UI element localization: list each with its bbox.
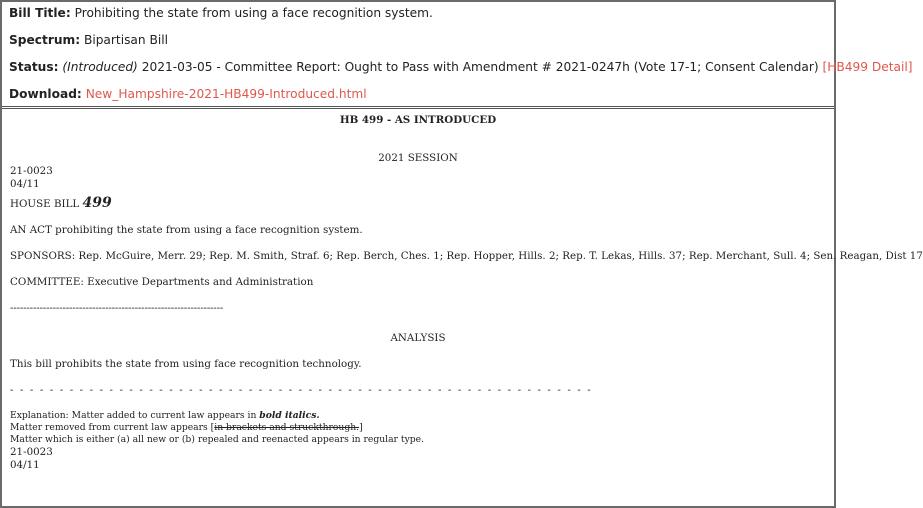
analysis-text: This bill prohibits the state from using face recognition technology.: [10, 358, 362, 370]
dash-divider: -----------------------------------------------------------------: [10, 302, 224, 314]
session-label: 2021 SESSION: [378, 152, 458, 164]
analysis-title: ANALYSIS: [390, 332, 446, 344]
spaced-dash-divider: - - - - - - - - - - - - - - - - - - - - - - - - - - - - - - - - - - - - - - - - - - - - - - - - - - - - - - - - - - -: [10, 384, 593, 396]
status-row: [9, 60, 913, 75]
status-stage: (Introduced): [62, 60, 138, 74]
status-text: 2021-03-05 - Committee Report: Ought to Pass with Amendment # 2021-0247h (Vote 17-1; Consent Calendar): [141, 60, 819, 74]
spectrum-value: Bipartisan Bill: [83, 33, 169, 47]
explanation-1-emphasis: bold italics.: [259, 410, 320, 421]
act-text: AN ACT prohibiting the state from using a face recognition system.: [10, 224, 363, 236]
bill-title-row: [9, 6, 826, 21]
lsr-code-2: 21-0023: [10, 446, 53, 458]
explanation-line-3: Matter which is either (a) all new or (b) repealed and reenacted appears in regular type.: [10, 434, 424, 445]
committee-text: COMMITTEE: Executive Departments and Administration: [10, 276, 314, 288]
bill-title-value: Prohibiting the state from using a face recognition system.: [74, 6, 433, 20]
download-link[interactable]: New_Hampshire-2021-HB499-Introduced.html: [85, 87, 367, 101]
bill-meta: [2, 2, 913, 102]
download-label: Download:: [9, 87, 82, 101]
lsr-code: 21-0023: [10, 165, 53, 177]
explanation-2-prefix: Matter removed from current law appears [: [10, 422, 215, 433]
header-divider: [2, 106, 834, 109]
bill-detail-link[interactable]: [HB499 Detail]: [822, 60, 913, 74]
explanation-2-suffix: ]: [359, 422, 363, 433]
sponsors-text: SPONSORS: Rep. McGuire, Merr. 29; Rep. M. Smith, Straf. 6; Rep. Berch, Ches. 1; Rep. Hopper, Hills. 2; Rep. T. Lekas, Hills. 37; Rep. Merchant, Sull. 4; Sen. Reagan, Dist 17: [10, 250, 923, 262]
download-row: [9, 87, 826, 102]
house-bill-prefix: HOUSE BILL: [10, 198, 80, 210]
spectrum-row: [9, 33, 826, 48]
house-bill-line: [10, 197, 826, 211]
bill-document: [2, 114, 923, 472]
bill-heading: HB 499 - AS INTRODUCED: [339, 114, 497, 126]
explanation-line-2: [10, 422, 826, 434]
explanation-line-1: [10, 410, 826, 422]
status-label: Status:: [9, 60, 59, 74]
spectrum-label: Spectrum:: [9, 33, 81, 47]
explanation-2-struck: in brackets and struckthrough.: [214, 422, 360, 433]
bill-title-label: Bill Title:: [9, 6, 71, 20]
lsr-date: 04/11: [10, 178, 40, 190]
lsr-date-2: 04/11: [10, 459, 40, 471]
explanation-1-prefix: Explanation: Matter added to current law appears in: [10, 410, 257, 421]
house-bill-number: 499: [82, 195, 112, 211]
